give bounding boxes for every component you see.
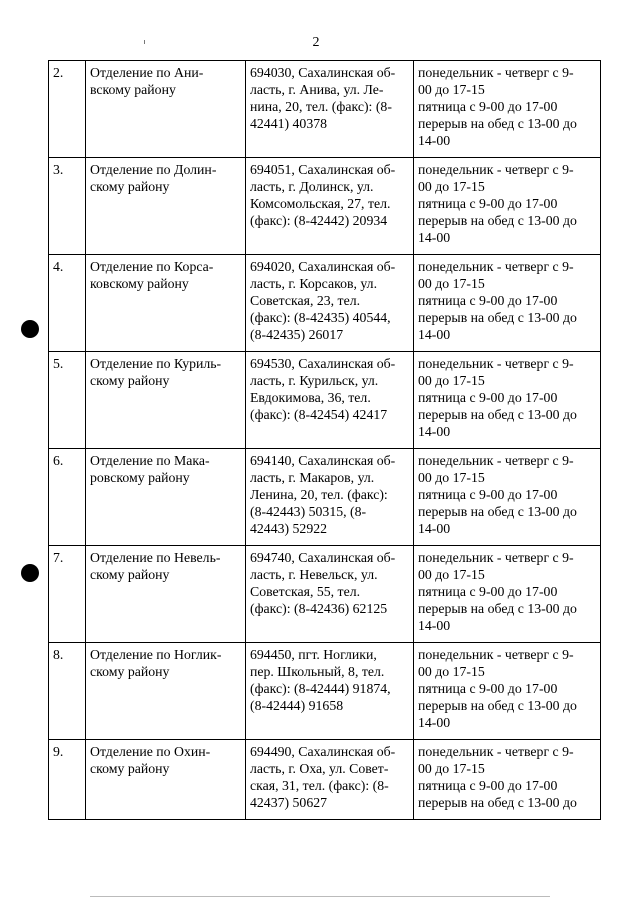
office-address-line: ласть, г. Оха, ул. Совет- xyxy=(250,761,389,776)
row-number: 8. xyxy=(49,643,86,740)
office-address-line: 694740, Сахалинская об- xyxy=(250,550,396,565)
office-hours-line: пятница с 9-00 до 17-00 xyxy=(418,99,558,114)
office-hours-cell xyxy=(414,740,601,820)
office-address-line: 42443) 52922 xyxy=(250,521,328,536)
office-hours-line: перерыв на обед с 13-00 до xyxy=(418,213,577,228)
office-address-cell xyxy=(246,352,414,449)
office-hours-line: пятница с 9-00 до 17-00 xyxy=(418,390,558,405)
office-hours-line: перерыв на обед с 13-00 до xyxy=(418,601,577,616)
row-number: 4. xyxy=(49,255,86,352)
office-address-cell xyxy=(246,158,414,255)
punch-hole-mark-top xyxy=(21,320,39,338)
row-number: 9. xyxy=(49,740,86,820)
scan-speck xyxy=(144,40,145,44)
office-address-line: ласть, г. Корсаков, ул. xyxy=(250,276,378,291)
office-address-line: (8-42435) 26017 xyxy=(250,327,344,342)
office-hours-line: перерыв на обед с 13-00 до xyxy=(418,698,577,713)
office-hours-line: 00 до 17-15 xyxy=(418,664,485,679)
office-address-line: ласть, г. Курильск, ул. xyxy=(250,373,379,388)
office-name-cell xyxy=(86,740,246,820)
office-hours-line: 00 до 17-15 xyxy=(418,179,485,194)
office-address-line: (факс): (8-42444) 91874, xyxy=(250,681,391,696)
office-hours-line: 14-00 xyxy=(418,715,451,730)
office-hours-line: перерыв на обед с 13-00 до xyxy=(418,407,577,422)
office-name-line: скому району xyxy=(90,567,170,582)
office-address-line: ласть, г. Долинск, ул. xyxy=(250,179,374,194)
office-name-cell xyxy=(86,158,246,255)
office-hours-cell xyxy=(414,61,601,158)
office-hours-line: понедельник - четверг с 9- xyxy=(418,550,574,565)
office-address-line: Ленина, 20, тел. (факс): xyxy=(250,487,388,502)
office-name-line: Отделение по Мака- xyxy=(90,453,210,468)
office-name-cell xyxy=(86,61,246,158)
table-row xyxy=(49,352,601,449)
office-address-line: 42441) 40378 xyxy=(250,116,328,131)
office-hours-line: 14-00 xyxy=(418,327,451,342)
table-row xyxy=(49,546,601,643)
office-address-line: ская, 31, тел. (факс): (8- xyxy=(250,778,389,793)
office-hours-line: пятница с 9-00 до 17-00 xyxy=(418,487,558,502)
office-address-line: 694020, Сахалинская об- xyxy=(250,259,396,274)
office-address-line: 694490, Сахалинская об- xyxy=(250,744,396,759)
office-hours-line: 14-00 xyxy=(418,424,451,439)
office-hours-line: пятница с 9-00 до 17-00 xyxy=(418,196,558,211)
office-address-line: 694450, пгт. Ноглики, xyxy=(250,647,377,662)
table-row xyxy=(49,255,601,352)
office-hours-line: перерыв на обед с 13-00 до xyxy=(418,116,577,131)
row-number: 7. xyxy=(49,546,86,643)
office-address-line: пер. Школьный, 8, тел. xyxy=(250,664,385,679)
office-hours-cell xyxy=(414,643,601,740)
row-number: 5. xyxy=(49,352,86,449)
office-hours-line: 00 до 17-15 xyxy=(418,567,485,582)
office-hours-line: 14-00 xyxy=(418,133,451,148)
page-number: 2 xyxy=(312,35,320,50)
office-address-cell xyxy=(246,61,414,158)
office-address-line: 694030, Сахалинская об- xyxy=(250,65,396,80)
office-address-line: (факс): (8-42454) 42417 xyxy=(250,407,388,422)
office-address-line: 694530, Сахалинская об- xyxy=(250,356,396,371)
office-address-line: 694140, Сахалинская об- xyxy=(250,453,396,468)
office-name-line: Отделение по Долин- xyxy=(90,162,217,177)
office-address-cell xyxy=(246,546,414,643)
office-hours-line: 00 до 17-15 xyxy=(418,761,485,776)
office-hours-cell xyxy=(414,158,601,255)
office-name-line: вскому району xyxy=(90,82,176,97)
office-address-cell xyxy=(246,449,414,546)
office-address-line: Советская, 23, тел. xyxy=(250,293,361,308)
office-name-line: Отделение по Куриль- xyxy=(90,356,222,371)
office-address-line: (факс): (8-42435) 40544, xyxy=(250,310,391,325)
office-name-line: Отделение по Корса- xyxy=(90,259,214,274)
offices-table xyxy=(48,60,601,820)
office-name-line: скому району xyxy=(90,179,170,194)
office-hours-line: пятница с 9-00 до 17-00 xyxy=(418,778,558,793)
office-hours-line: понедельник - четверг с 9- xyxy=(418,356,574,371)
office-hours-line: перерыв на обед с 13-00 до xyxy=(418,504,577,519)
office-name-line: скому району xyxy=(90,761,170,776)
office-address-line: нина, 20, тел. (факс): (8- xyxy=(250,99,392,114)
office-address-line: ласть, г. Макаров, ул. xyxy=(250,470,375,485)
office-hours-line: 14-00 xyxy=(418,618,451,633)
office-hours-line: понедельник - четверг с 9- xyxy=(418,259,574,274)
office-hours-line: пятница с 9-00 до 17-00 xyxy=(418,584,558,599)
office-hours-line: пятница с 9-00 до 17-00 xyxy=(418,681,558,696)
office-hours-line: понедельник - четверг с 9- xyxy=(418,744,574,759)
office-name-cell xyxy=(86,643,246,740)
office-hours-cell xyxy=(414,352,601,449)
offices-table-body xyxy=(49,61,601,820)
table-row xyxy=(49,449,601,546)
table-row xyxy=(49,740,601,820)
row-number: 6. xyxy=(49,449,86,546)
office-name-line: ковскому району xyxy=(90,276,189,291)
office-address-cell xyxy=(246,643,414,740)
office-hours-line: понедельник - четверг с 9- xyxy=(418,647,574,662)
office-name-line: Отделение по Невель- xyxy=(90,550,221,565)
office-name-line: скому району xyxy=(90,664,170,679)
office-name-cell xyxy=(86,255,246,352)
office-hours-line: 00 до 17-15 xyxy=(418,82,485,97)
punch-hole-mark-bottom xyxy=(21,564,39,582)
table-row xyxy=(49,643,601,740)
office-name-cell xyxy=(86,352,246,449)
office-hours-line: 00 до 17-15 xyxy=(418,373,485,388)
office-address-line: 42437) 50627 xyxy=(250,795,328,810)
office-address-line: Комсомольская, 27, тел. xyxy=(250,196,391,211)
office-hours-line: 14-00 xyxy=(418,521,451,536)
office-address-line: (8-42444) 91658 xyxy=(250,698,344,713)
office-hours-line: пятница с 9-00 до 17-00 xyxy=(418,293,558,308)
office-hours-line: 14-00 xyxy=(418,230,451,245)
office-address-cell xyxy=(246,740,414,820)
row-number: 3. xyxy=(49,158,86,255)
office-address-line: Евдокимова, 36, тел. xyxy=(250,390,371,405)
office-hours-line: понедельник - четверг с 9- xyxy=(418,162,574,177)
office-hours-line: перерыв на обед с 13-00 до xyxy=(418,310,577,325)
office-hours-cell xyxy=(414,449,601,546)
office-hours-line: понедельник - четверг с 9- xyxy=(418,65,574,80)
office-name-line: ровскому району xyxy=(90,470,190,485)
table-row xyxy=(49,158,601,255)
office-name-line: Отделение по Охин- xyxy=(90,744,211,759)
office-hours-line: понедельник - четверг с 9- xyxy=(418,453,574,468)
office-name-line: скому району xyxy=(90,373,170,388)
office-hours-line: 00 до 17-15 xyxy=(418,470,485,485)
scan-edge-line xyxy=(90,896,550,897)
office-hours-line: 00 до 17-15 xyxy=(418,276,485,291)
table-row xyxy=(49,61,601,158)
office-name-cell xyxy=(86,546,246,643)
office-name-line: Отделение по Ани- xyxy=(90,65,204,80)
office-address-line: ласть, г. Невельск, ул. xyxy=(250,567,378,582)
row-number: 2. xyxy=(49,61,86,158)
office-hours-cell xyxy=(414,255,601,352)
office-address-line: 694051, Сахалинская об- xyxy=(250,162,396,177)
office-name-cell xyxy=(86,449,246,546)
office-address-line: ласть, г. Анива, ул. Ле- xyxy=(250,82,384,97)
office-address-line: Советская, 55, тел. xyxy=(250,584,361,599)
office-name-line: Отделение по Ноглик- xyxy=(90,647,222,662)
office-address-line: (8-42443) 50315, (8- xyxy=(250,504,367,519)
office-address-cell xyxy=(246,255,414,352)
office-hours-cell xyxy=(414,546,601,643)
office-hours-line: перерыв на обед с 13-00 до xyxy=(418,795,577,810)
office-address-line: (факс): (8-42436) 62125 xyxy=(250,601,388,616)
office-address-line: (факс): (8-42442) 20934 xyxy=(250,213,388,228)
